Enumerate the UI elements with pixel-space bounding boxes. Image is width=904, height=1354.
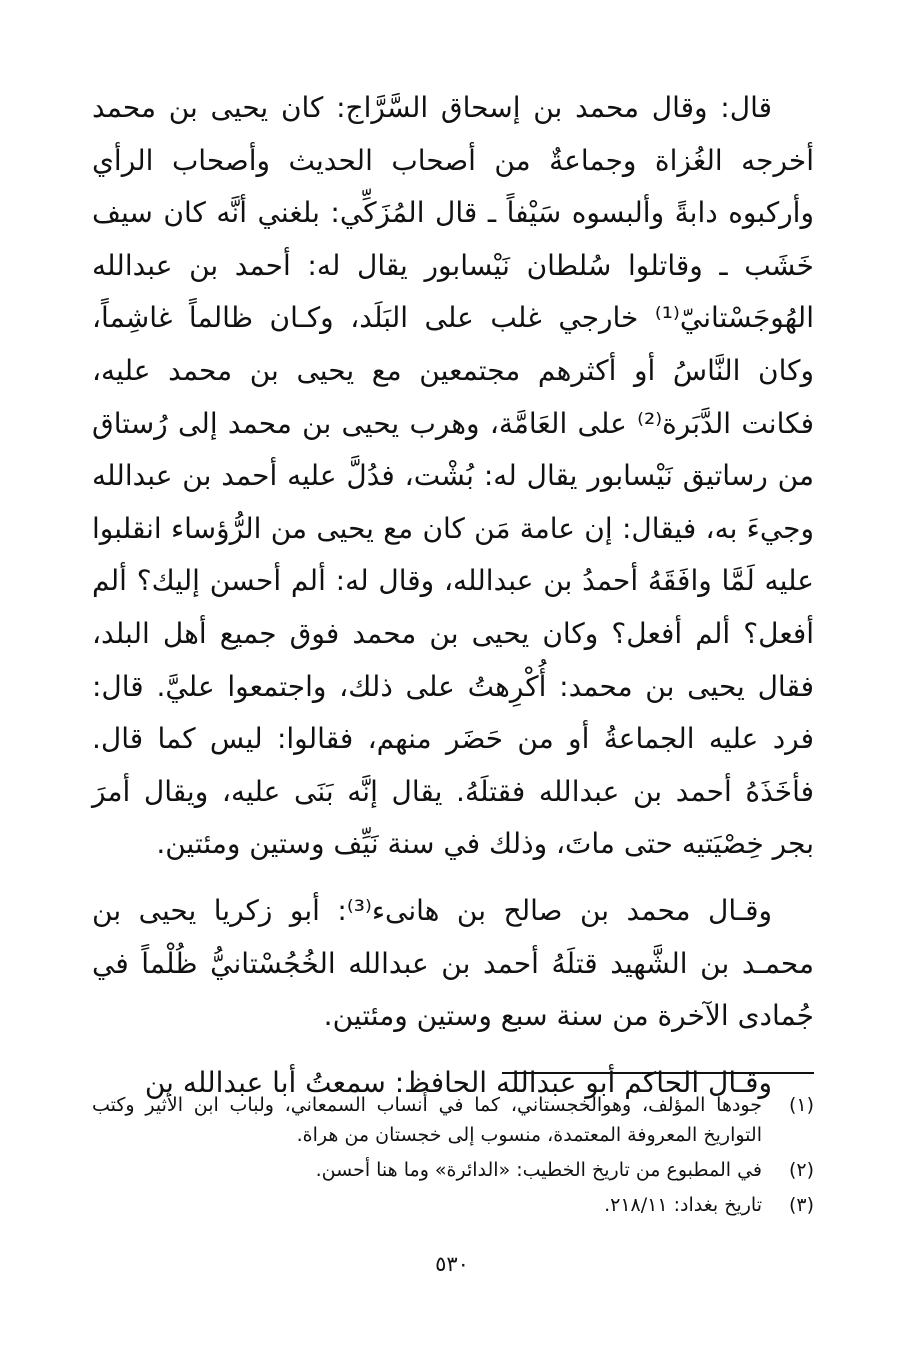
footnote-text: تاريخ بغداد: ٢١٨/١١. bbox=[604, 1194, 762, 1216]
footnote-3 bbox=[92, 1190, 814, 1220]
footnote-number: (٣) bbox=[788, 1194, 814, 1216]
paragraph-2: وقـال محمد بن صالح بن هانىء⁽³⁾: أبو زكريا يحيى بن محمـد بن الشَّهيد قتلَهُ أحمد بن عبدالله الخُجُسْتانيُّ ظُلْماً في جُمادى الآخرة من سنة سبع وستين ومئتين. bbox=[92, 893, 814, 1033]
footnote-number: (٢) bbox=[788, 1159, 814, 1181]
footnote-1 bbox=[92, 1090, 814, 1150]
footnote-divider bbox=[502, 1072, 814, 1074]
footnote-2 bbox=[92, 1155, 814, 1185]
footnote-text: جودها المؤلف، وهوالخجستاني، كما في أنساب السمعاني، ولباب ابن الأثير وكتب التواريخ المعروفة المعتمدة، منسوب إلى خجستان من هراة. bbox=[92, 1094, 762, 1146]
paragraph-1: قال: وقال محمد بن إسحاق السَّرَّاج: كان يحيى بن محمد أخرجه الغُزاة وجماعةٌ من أصحاب الحديث وأصحاب الرأي وأركبوه دابةً وألبسوه سَيْفاً ـ قال المُزَكِّي: بلغني أنَّه كان سيف خَشَب ـ وقاتلوا سُلطان نَيْسابور يقال له: أحمد بن عبدالله الهُوجَسْتانيّ⁽¹⁾ خارجي غلب على البَلَد، وكـان ظالماً غاشِماً، وكان النَّاسُ أو أكثرهم مجتمعين مع يحيى بن محمد عليه، فكانت الدَّبَرة⁽²⁾ على العَامَّة، وهرب يحيى بن محمد إلى رُستاق من رساتيق نَيْسابور يقال له: بُشْت، فدُلَّ عليه أحمد بن عبدالله وجيءَ به، فيقال: إن عامة مَن كان مع يحيى من الرُّؤساء انقلبوا عليه لَمَّا وافَقَهُ أحمدُ بن عبدالله، وقال له: ألم أحسن إليك؟ ألم أفعل؟ ألم أفعل؟ وكان يحيى بن محمد فوق جميع أهل البلد، فقال يحيى بن محمد: أُكْرِهتُ على ذلك، واجتمعوا عليَّ. قال: فرد عليه الجماعةُ أو من حَضَر منهم، فقالوا: ليس كما قال. فأخَذَهُ أحمد بن عبدالله فقتلَهُ. يقال إنَّه بَنَى عليه، ويقال أمرَ بجر خِصْيَتيه حتى ماتَ، وذلك في سنة نَيِّف وستين ومئتين. bbox=[92, 91, 814, 861]
footnotes bbox=[92, 1090, 814, 1225]
main-text bbox=[92, 82, 814, 1123]
page-number: ٥٣٠ bbox=[435, 1252, 469, 1276]
paragraph-3: وقـال الحاكم أبو عبدالله الحافظ: سمعتُ أبا عبدالله بن bbox=[144, 1065, 772, 1099]
footnote-number: (١) bbox=[788, 1094, 814, 1116]
footnote-text: في المطبوع من تاريخ الخطيب: «الدائرة» وما هنا أحسن. bbox=[315, 1159, 762, 1181]
